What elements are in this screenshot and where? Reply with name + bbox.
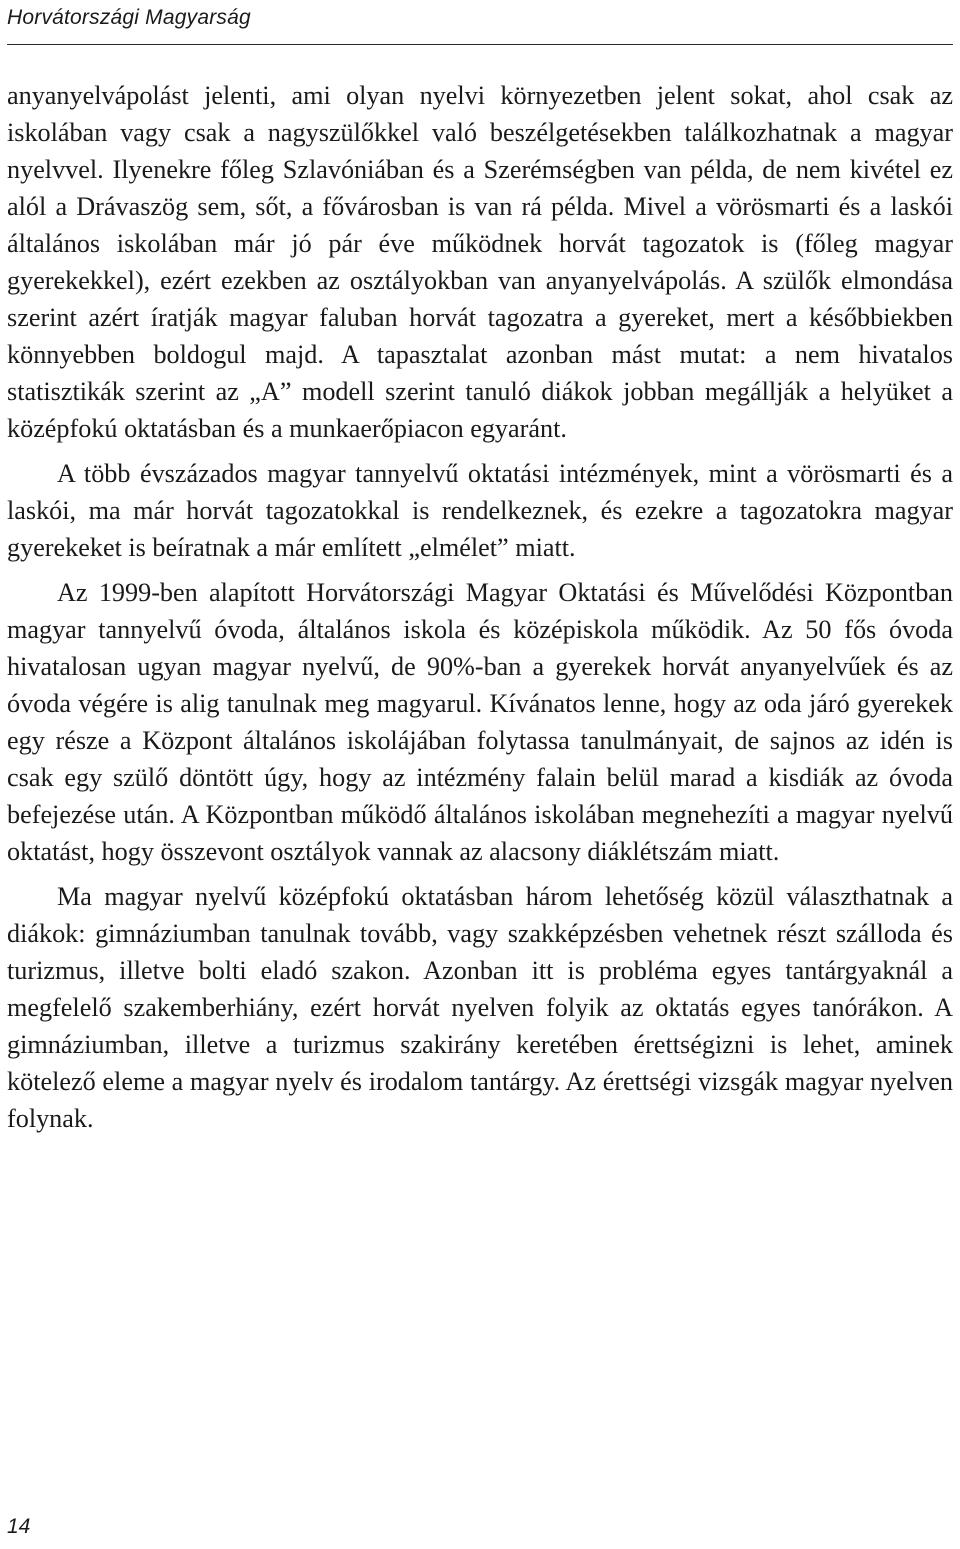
running-header-title: Horvátországi Magyarság <box>7 6 251 29</box>
running-header <box>7 0 953 45</box>
paragraph-continuation: anyanyelvápolást jelenti, ami olyan nyelvi környezetben jelent sokat, ahol csak az iskolában vagy csak a nagyszülőkkel való beszélgetésekben találkozhatnak a magyar nyelvvel. Ilyenekre főleg Szlavóniában és a Szerémségben van példa, de nem kivétel ez alól a Drávaszög sem, sőt, a fővárosban is van rá példa. Mivel a vörösmarti és a laskói általános iskolában már jó pár éve működnek horvát tagozatok is (főleg magyar gyerekekkel), ezért ezekben az osztályokban van anyanyelvápolás. A szülők elmondása szerint azért íratják magyar faluban horvát tagozatra a gyereket, mert a későbbiekben könnyebben boldogul majd. A tapasztalat azonban mást mutat: a nem hivatalos statisztikák szerint az „A” modell szerint tanuló diákok jobban megállják a helyüket a középfokú oktatásban és a munkaerőpiacon egyaránt. <box>7 81 953 443</box>
body-text <box>7 77 953 1145</box>
paragraph: Az 1999-ben alapított Horvátországi Magyar Oktatási és Művelődési Központban magyar tannyelvű óvoda, általános iskola és középiskola működik. Az 50 fős óvoda hivatalosan ugyan magyar nyelvű, de 90%-ban a gyerekek horvát anyanyelvűek és az óvoda végére is alig tanulnak meg magyarul. Kívánatos lenne, hogy az oda járó gyerekek egy része a Központ általános iskolájában folytassa tanulmányait, de sajnos az idén is csak egy szülő döntött úgy, hogy az intézmény falain belül marad a kisdiák az óvoda befejezése után. A Központban működő általános iskolában megnehezíti a magyar nyelvű oktatást, hogy összevont osztályok vannak az alacsony diáklétszám miatt. <box>7 578 953 866</box>
paragraph: A több évszázados magyar tannyelvű oktatási intézmények, mint a vörösmarti és a laskói, ma már horvát tagozatokkal is rendelkeznek, és ezekre a tagozatokra magyar gyerekeket is beíratnak a már említett „elmélet” miatt. <box>7 459 953 562</box>
page-number: 14 <box>7 1515 31 1538</box>
paragraph: Ma magyar nyelvű középfokú oktatásban három lehetőség közül választhatnak a diákok: gimnáziumban tanulnak tovább, vagy szakképzésben vehetnek részt szálloda és turizmus, illetve bolti eladó szakon. Azonban itt is probléma egyes tantárgyaknál a megfelelő szakemberhiány, ezért horvát nyelven folyik az oktatás egyes tanórákon. A gimnáziumban, illetve a turizmus szakirány keretében érettségizni is lehet, aminek kötelező eleme a magyar nyelv és irodalom tantárgy. Az érettségi vizsgák magyar nyelven folynak. <box>7 882 953 1133</box>
